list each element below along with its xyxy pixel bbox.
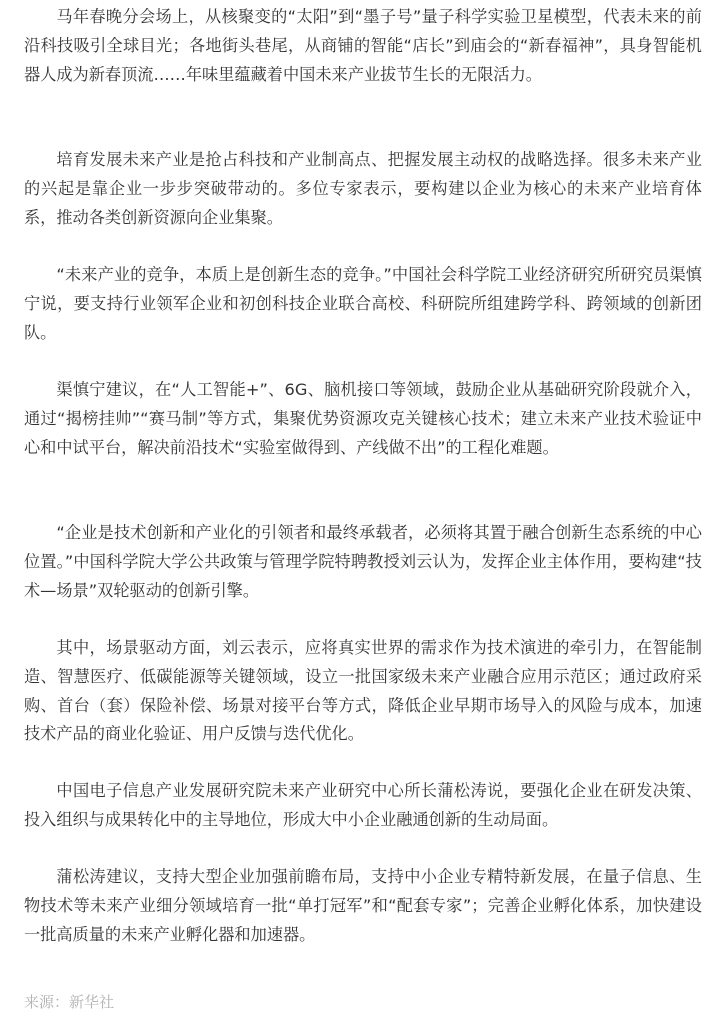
- article-paragraph-4: 渠慎宁建议，在“人工智能+”、6G、脑机接口等领域，鼓励企业从基础研究阶段就介入，通过“揭榜挂帅”“赛马制”等方式，集聚优势资源攻克关键核心技术；建立未来产业技术验证中心和中试平台，解决前沿技术“实验室做得到、产线做不出”的工程化难题。: [24, 380, 702, 457]
- article-paragraph-2: 培育发展未来产业是抢占科技和产业制高点、把握发展主动权的战略选择。很多未来产业的兴起是靠企业一步步突破带动的。多位专家表示，要构建以企业为核心的未来产业培育体系，推动各类创新资源向企业集聚。: [24, 150, 702, 227]
- article-paragraph-8: 蒲松涛建议，支持大型企业加强前瞻布局，支持中小企业专精特新发展，在量子信息、生物技术等未来产业细分领域培育一批“单打冠军”和“配套专家”；完善企业孵化体系，加快建设一批高质量的未来产业孵化器和加速器。: [24, 867, 702, 944]
- article-paragraph-5: “企业是技术创新和产业化的引领者和最终承载者，必须将其置于融合创新生态系统的中心位置。”中国科学院大学公共政策与管理学院特聘教授刘云认为，发挥企业主体作用，要构建“技术—场景”双轮驱动的创新引擎。: [24, 523, 702, 600]
- article-source: 来源：新华社: [24, 993, 115, 1011]
- article-paragraph-3: “未来产业的竞争，本质上是创新生态的竞争。”中国社会科学院工业经济研究所研究员渠慎宁说，要支持行业领军企业和初创科技企业联合高校、科研院所组建跨学科、跨领域的创新团队。: [24, 265, 702, 342]
- article-paragraph-1: 马年春晚分会场上，从核聚变的“太阳”到“墨子号”量子科学实验卫星模型，代表未来的前沿科技吸引全球目光；各地街头巷尾，从商铺的智能“店长”到庙会的“新春福神”，具身智能机器人成为新春顶流……年味里蕴藏着中国未来产业拔节生长的无限活力。: [24, 7, 702, 84]
- article-paragraph-7: 中国电子信息产业发展研究院未来产业研究中心所长蒲松涛说，要强化企业在研发决策、投入组织与成果转化中的主导地位，形成大中小企业融通创新的生动局面。: [24, 781, 702, 829]
- article-paragraph-6: 其中，场景驱动方面，刘云表示，应将真实世界的需求作为技术演进的牵引力，在智能制造、智慧医疗、低碳能源等关键领域，设立一批国家级未来产业融合应用示范区；通过政府采购、首台（套）保险补偿、场景对接平台等方式，降低企业早期市场导入的风险与成本，加速技术产品的商业化验证、用户反馈与迭代优化。: [24, 638, 702, 744]
